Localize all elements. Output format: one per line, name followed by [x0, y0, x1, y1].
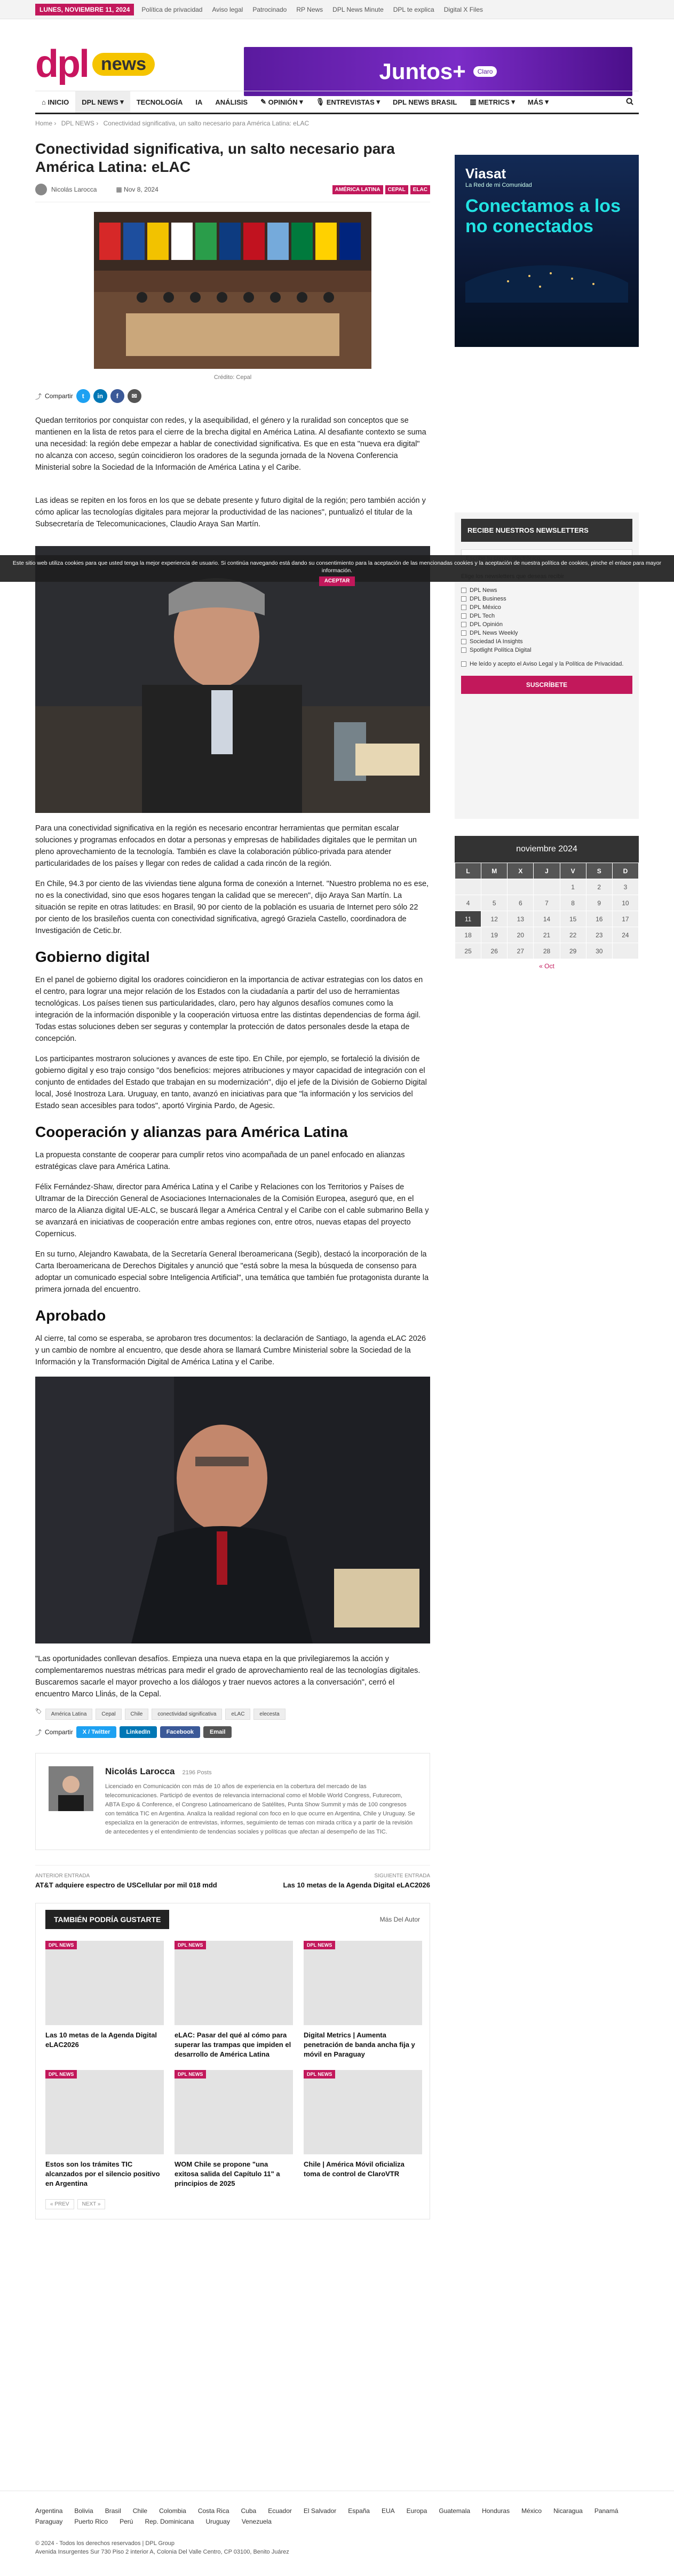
country-link[interactable]: Chile — [132, 2507, 148, 2515]
related-card[interactable]: DPL NEWS eLAC: Pasar del qué al cómo para superar las trampas que impiden el desarrollo de América Latina — [175, 1941, 293, 2059]
article-date: Nov 8, 2024 — [124, 186, 158, 193]
author-box — [35, 1753, 430, 1850]
country-link[interactable]: Guatemala — [439, 2507, 471, 2515]
more-from-author-link[interactable]: Más Del Autor — [379, 1916, 420, 1923]
newsletter-option[interactable]: DPL News Weekly — [461, 630, 632, 636]
chevron-down-icon: ▾ — [374, 98, 380, 106]
breadcrumb: Home › DPL NEWS › Conectividad significativa, un salto necesario para América Latina: eLAC — [35, 120, 310, 127]
related-card[interactable]: DPL NEWS Las 10 metas de la Agenda Digital eLAC2026 — [45, 1941, 164, 2059]
site-footer — [0, 2491, 674, 2576]
toplink-minute[interactable]: DPL News Minute — [332, 5, 384, 13]
twitter-icon[interactable]: t — [76, 389, 90, 403]
share-icon: ⤴ — [35, 1728, 42, 1736]
site-header — [0, 19, 674, 94]
pager-prev-button[interactable]: « PREV — [45, 2199, 74, 2209]
nav-interviews[interactable]: 🎙 ENTREVISTAS ▾ — [315, 98, 380, 106]
tag-icon: 🏷 — [35, 1709, 42, 1714]
category-latam[interactable]: AMÉRICA LATINA — [332, 185, 383, 194]
footer-copyright: © 2024 - Todos los derechos reservados | DPL Group — [35, 2540, 175, 2547]
heading-cooperacion: Cooperación y alianzas para América Latina — [35, 1124, 348, 1140]
country-link[interactable]: Argentina — [35, 2507, 63, 2515]
country-link[interactable]: Uruguay — [205, 2518, 230, 2525]
share-label: Compartir — [45, 392, 73, 400]
related-card[interactable]: DPL NEWS WOM Chile se propone "una exitosa salida del Capítulo 11" a principios de 2025 — [175, 2070, 293, 2188]
country-link[interactable]: México — [521, 2507, 542, 2515]
country-link[interactable]: Honduras — [482, 2507, 510, 2515]
ad-brand: Viasat — [465, 165, 506, 181]
country-link[interactable]: Paraguay — [35, 2518, 63, 2525]
related-card[interactable]: DPL NEWS Chile | América Móvil oficializa toma de control de ClaroVTR — [304, 2070, 422, 2188]
chevron-down-icon: ▾ — [543, 98, 549, 106]
toplink-sponsored[interactable]: Patrocinado — [252, 5, 287, 13]
nav-home[interactable]: ⌂ INICIO — [42, 98, 69, 106]
banner-tag: Claro — [473, 66, 497, 77]
calendar-month: noviembre 2024 — [455, 836, 639, 863]
heading-aprobado: Aprobado — [35, 1307, 106, 1324]
site-logo[interactable] — [35, 45, 155, 83]
share-twitter-button[interactable]: X / Twitter — [76, 1726, 117, 1738]
country-link[interactable]: Bolivia — [74, 2507, 93, 2515]
related-title: TAMBIÉN PODRÍA GUSTARTE — [45, 1910, 169, 1929]
paragraph-2: Las ideas se repiten en los foros en los que se debate presente y futuro digital de la región; pero también acción y cómo aplicar las tecnologías digitales para mejorar la productividad de las naciones", puntualizó el titular de la Subsecretaría de Telecomunicaciones, Claudio Araya San Martín. — [35, 496, 426, 528]
tag-list — [35, 1709, 430, 1720]
paragraph-5: En el panel de gobierno digital los oradores coincidieron en la importancia de activar estrategias con los datos en el centro, para lograr una mejor relación de los Estados con la ciudadanía a partir del uso de herramientas tecnológicas. Los países tienen sus particularidades, claro, pero hay algunos desafíos comunes como la integración de la información disponible y la cooperación virtuosa entre las distintas dependencias de forma ágil. Todas estas soluciones deben ser seguras y contemplar la protección de datos personales desde la etapa de concepción. — [35, 976, 423, 1043]
post-navigation — [35, 1865, 430, 1889]
top-bar — [0, 0, 674, 19]
nav-metrics[interactable]: ▥ METRICS ▾ — [470, 98, 515, 106]
subscribe-button[interactable]: SUSCRÍBETE — [461, 676, 632, 694]
paragraph-7: La propuesta constante de cooperar para cumplir retos vino acompañada de un panel enfocado en alianzas estratégicas clave para América Latina. — [35, 1151, 405, 1171]
tag-item[interactable]: conectividad significativa — [152, 1709, 222, 1720]
nav-analysis[interactable]: ANÁLISIS — [215, 98, 248, 106]
country-link[interactable]: Cuba — [241, 2507, 257, 2515]
nav-opinion[interactable]: ✎ OPINIÓN ▾ — [260, 98, 303, 106]
chevron-down-icon: ▾ — [118, 98, 124, 106]
cookie-banner — [0, 555, 674, 582]
tag-item[interactable]: eLAC — [225, 1709, 250, 1720]
country-link[interactable]: Costa Rica — [197, 2507, 229, 2515]
featured-image — [94, 212, 371, 381]
paragraph-11: "Las oportunidades conllevan desafíos. Empieza una nueva etapa en la que privilegiaremos la acción y complementaremos nuestras métricas para medir el grado de aprovechamiento real de las tecnologías digitales. Buscaremos sacarle el mayor provecho a los diálogos y traer nuevos actores a la conversación", cerró el encuentro Marco Llinás, de la Cepal. — [35, 1655, 421, 1698]
tag-item[interactable]: Chile — [125, 1709, 149, 1720]
chevron-down-icon: ▾ — [297, 98, 303, 106]
share-email-button[interactable]: Email — [203, 1726, 232, 1738]
calendar-widget — [455, 836, 639, 985]
calendar-table: L M X J V S D 1 2 3 4 5 6 7 8 9 10 11 12 13 14 15 16 17 18 19 20 21 22 23 24 25 26 27 28 29 30 — [455, 863, 639, 959]
country-links — [35, 2507, 638, 2525]
tag-item[interactable]: América Latina — [45, 1709, 93, 1720]
pencil-icon: ✎ — [260, 98, 268, 106]
image-caption: Crédito: Cepal — [213, 374, 252, 381]
article-title: Conectividad significativa, un salto necesario para América Latina: eLAC — [35, 140, 395, 175]
prev-post-link[interactable] — [35, 1873, 227, 1889]
toplink-legal[interactable]: Aviso legal — [212, 5, 243, 13]
share-linkedin-button[interactable]: LinkedIn — [120, 1726, 156, 1738]
share-facebook-button[interactable]: Facebook — [160, 1726, 200, 1738]
prev-post-title: AT&T adquiere espectro de USCellular por mil 018 mdd — [35, 1881, 217, 1889]
related-posts — [35, 1903, 430, 2219]
tag-item[interactable]: Cepal — [96, 1709, 121, 1720]
country-link[interactable]: España — [348, 2507, 370, 2515]
next-post-title: Las 10 metas de la Agenda Digital eLAC2026 — [283, 1881, 430, 1889]
author-bio: Licenciado en Comunicación con más de 10 años de experiencia en la cobertura del mercado de las telecomunicaciones. Participó de eventos de relevancia internacional como el Mobile World Congress, Futurecom, ABTA Expo & Conference, el Congreso Latinoamericano de Satélites, Punta Show Summit y más de 100 congresos con temática TIC en Argentina. Analiza la realidad regional con foco en lo que ocurre en Argentina, Chile y Uruguay. Se especializa en la generación de entrevistas, informes, seguimiento de temas con mirada crítica y a partir de la revisión de antecedentes y el entendimiento de tendencias sociales y políticas que afectan al desempeño de las TIC. — [105, 1783, 415, 1835]
paragraph-6: Los participantes mostraron soluciones y avances de este tipo. En Chile, por ejemplo, se fortaleció la división de gobierno digital y eso trajo consigo "dos beneficios: mejores atribuciones y mayor capacidad de integración con el conjunto de entidades del Estado que trabajan en su modernización", dijo el jefe de la División de Gobierno Digital local, José Inostroza Lara. Uruguay, en tanto, avanzó en iniciativas para que "la información y los servicios del Estado sean accesibles para todos", aportó Virginia Pardo, de Agesic. — [35, 1055, 427, 1110]
breadcrumb-home[interactable]: Home — [35, 120, 53, 127]
paragraph-3: Para una conectividad significativa en la región es necesario encontrar herramientas que permitan escalar soluciones y programas enfocados en dotar a personas y empresas de habilidades digitales que le permitan un pleno aprovechamiento de la tecnología. También es clave la colaboración público-privada para atender particularidades de los países y llegar con redes de calidad a cada rincón de la región. — [35, 824, 417, 868]
share-bottom-row — [35, 1726, 430, 1738]
earth-icon — [465, 244, 628, 303]
ad-headline: Conectamos a los no conectados — [465, 196, 621, 236]
chevron-down-icon: ▾ — [509, 98, 515, 106]
article-meta — [35, 184, 430, 202]
related-card[interactable]: DPL NEWS Digital Metrics | Aumenta penetración de banda ancha fija y móvil en Paraguay — [304, 1941, 422, 2059]
newsletter-title: RECIBE NUESTROS NEWSLETTERS — [461, 519, 632, 542]
nav-more[interactable]: MÁS ▾ — [527, 98, 549, 106]
author-box-name[interactable]: Nicolás Larocca — [105, 1766, 175, 1776]
logo-news: news — [92, 53, 155, 76]
author-link[interactable]: Nicolás Larocca — [51, 186, 97, 193]
paragraph-9: En su turno, Alejandro Kawabata, de la Secretaría General Iberoamericana (Segib), destacó la incorporación de la Carta Iberoamericana de Derechos Digitales y anunció que "está sobre la mesa la búsqueda de consenso para adoptar un comunicado especial sobre Inteligencia Artificial", una temática que también fue protagonista durante la primera jornada del encuentro. — [35, 1250, 429, 1294]
mic-icon: 🎙 — [315, 98, 327, 106]
country-link[interactable]: Nicaragua — [553, 2507, 583, 2515]
article — [35, 140, 430, 2219]
linkedin-icon[interactable]: in — [93, 389, 107, 403]
breadcrumb-current: Conectividad significativa, un salto necesario para América Latina: eLAC — [103, 120, 310, 127]
country-link[interactable]: El Salvador — [303, 2507, 337, 2515]
logo-dpl: dpl — [35, 43, 88, 85]
speaker-photo — [35, 546, 430, 813]
toplink-rp[interactable]: RP News — [296, 5, 323, 13]
share-row — [35, 389, 430, 403]
heading-gobierno-digital: Gobierno digital — [35, 949, 150, 965]
cookie-accept-button[interactable]: ACEPTAR — [319, 576, 355, 586]
category-cepal[interactable]: CEPAL — [385, 185, 408, 194]
nav-brasil[interactable]: DPL NEWS BRASIL — [392, 98, 457, 106]
newsletter-option[interactable]: DPL Tech — [461, 613, 632, 619]
toplink-xfiles[interactable]: Digital X Files — [443, 5, 483, 13]
country-link[interactable]: Puerto Rico — [74, 2518, 108, 2525]
breadcrumb-section[interactable]: DPL NEWS — [61, 120, 94, 127]
chart-icon: ▥ — [470, 98, 479, 106]
country-link[interactable]: Europa — [406, 2507, 427, 2515]
nav-dplnews[interactable]: DPL NEWS ▾ — [75, 91, 130, 113]
date-badge: LUNES, NOVIEMBRE 11, 2024 — [35, 4, 134, 15]
author-avatar — [49, 1766, 93, 1811]
sidebar-ad[interactable] — [455, 155, 639, 347]
home-icon: ⌂ — [42, 98, 48, 106]
email-icon[interactable]: ✉ — [128, 389, 141, 403]
next-post-link[interactable] — [238, 1873, 430, 1889]
consent-checkbox[interactable]: He leído y acepto el Aviso Legal y la Política de Privacidad. — [461, 661, 632, 667]
nav-ia[interactable]: IA — [195, 98, 203, 106]
cookie-text: Este sitio web utiliza cookies para que usted tenga la mejor experiencia de usuario. Si continúa navegando está dando su consentimiento para la aceptación de las mencionadas cookies y la aceptación de nuestra política de cookies, pinche el enlace para mayor información. — [12, 560, 662, 574]
calendar-prev-link[interactable]: « Oct — [539, 962, 554, 970]
country-link[interactable]: Colombia — [159, 2507, 186, 2515]
country-link[interactable]: Brasil — [105, 2507, 121, 2515]
paragraph-10: Al cierre, tal como se esperaba, se aprobaron tres documentos: la declaración de Santiago, la agenda eLAC 2026 y un cambio de nombre al encuentro, que desde ahora se llamará Cumbre Ministerial sobre la Sociedad de la Información y la Transformación Digital de América Latina y el Caribe. — [35, 1334, 426, 1366]
banner-text: Juntos+ — [379, 59, 466, 84]
related-pager — [45, 2199, 420, 2209]
country-link[interactable]: Venezuela — [241, 2518, 272, 2525]
next-post-label: SIGUIENTE ENTRADA — [374, 1873, 430, 1879]
toplink-explains[interactable]: DPL te explica — [393, 5, 434, 13]
nav-tech[interactable]: TECNOLOGÍA — [136, 98, 183, 106]
tag-item[interactable]: elecesta — [253, 1709, 285, 1720]
ad-tagline: La Red de mi Comunidad — [465, 182, 532, 188]
author-post-count: 2196 Posts — [182, 1769, 212, 1776]
newsletter-option[interactable]: Sociedad IA Insights — [461, 638, 632, 645]
newsletter-option[interactable]: Spotlight Política Digital — [461, 647, 632, 653]
category-elac[interactable]: ELAC — [410, 185, 430, 194]
related-card[interactable]: DPL NEWS Estos son los trámites TIC alcanzados por el silencio positivo en Argentina — [45, 2070, 164, 2188]
toplink-privacy[interactable]: Política de privacidad — [141, 5, 203, 13]
header-ad-banner[interactable] — [244, 47, 632, 96]
newsletter-option[interactable]: DPL News — [461, 587, 632, 594]
calendar-today: 11 — [455, 911, 481, 927]
pager-next-button[interactable]: NEXT » — [77, 2199, 106, 2209]
country-link[interactable]: Rep. Dominicana — [145, 2518, 194, 2525]
facebook-icon[interactable]: f — [110, 389, 124, 403]
avatar — [35, 184, 47, 195]
prev-post-label: ANTERIOR ENTRADA — [35, 1873, 90, 1879]
share-label: Compartir — [45, 1728, 73, 1736]
search-icon[interactable] — [626, 98, 639, 107]
country-link[interactable]: Panamá — [594, 2507, 619, 2515]
calendar-icon: ▦ — [116, 186, 124, 193]
newsletter-option[interactable]: DPL Business — [461, 596, 632, 602]
conference-photo — [94, 212, 371, 369]
paragraph-8: Félix Fernández-Shaw, director para América Latina y el Caribe y Relaciones con los Territorios y Países de Ultramar de la Dirección General de Asociaciones Internacionales de la Comisión Europea, aseguró que, en el marco de la Alianza digital UE-ALC, se buscará llegar a América Central y el Caribe con el cable submarino Bella y se avanzará en iniciativas de cooperación entre ambas regiones con, entre otros, nuevas etapas del proyecto Copernicus. — [35, 1183, 429, 1238]
country-link[interactable]: Ecuador — [268, 2507, 292, 2515]
newsletter-option[interactable]: DPL Opinión — [461, 621, 632, 628]
main-nav — [35, 91, 639, 114]
share-icon: ⤴ — [35, 392, 42, 400]
footer-address: Avenida Insurgentes Sur 730 Piso 2 interior A, Colonia Del Valle Centro, CP 03100, Benito Juárez — [35, 2549, 289, 2555]
country-link[interactable]: EUA — [381, 2507, 395, 2515]
country-link[interactable]: Perú — [120, 2518, 133, 2525]
paragraph-1: Quedan territorios por conquistar con redes, y la asequibilidad, el género y la ruralidad son conceptos que se mantienen en la lista de retos para el cierre de la brecha digital en América Latina. Al desafiante contexto se suma una necesidad: la región debe empezar a hablar de conectividad significativa. Es que en esta "nueva era digital" no alcanza con acceso, según coincidieron los oradores de la segunda jornada de la Novena Conferencia Ministerial sobre la Sociedad de la Información de América Latina y el Caribe. — [35, 416, 426, 472]
paragraph-4: En Chile, 94.3 por ciento de las viviendas tiene alguna forma de conexión a Internet. "Nuestro problema no es ese, no es la conectividad, sino que esos hogares tengan la calidad que se merecen", dijo Araya San Martín. La situación se repite en otras latitudes: en Brasil, 90 por ciento de la población es usuaria de Internet pero sólo 22 por ciento de los brasileños cuenta con conectividad significativa, agregó Graziela Castello, coordinadora de Investigación de Cetic.br. — [35, 880, 429, 935]
llinas-photo — [35, 1377, 430, 1643]
newsletter-option[interactable]: DPL México — [461, 604, 632, 611]
